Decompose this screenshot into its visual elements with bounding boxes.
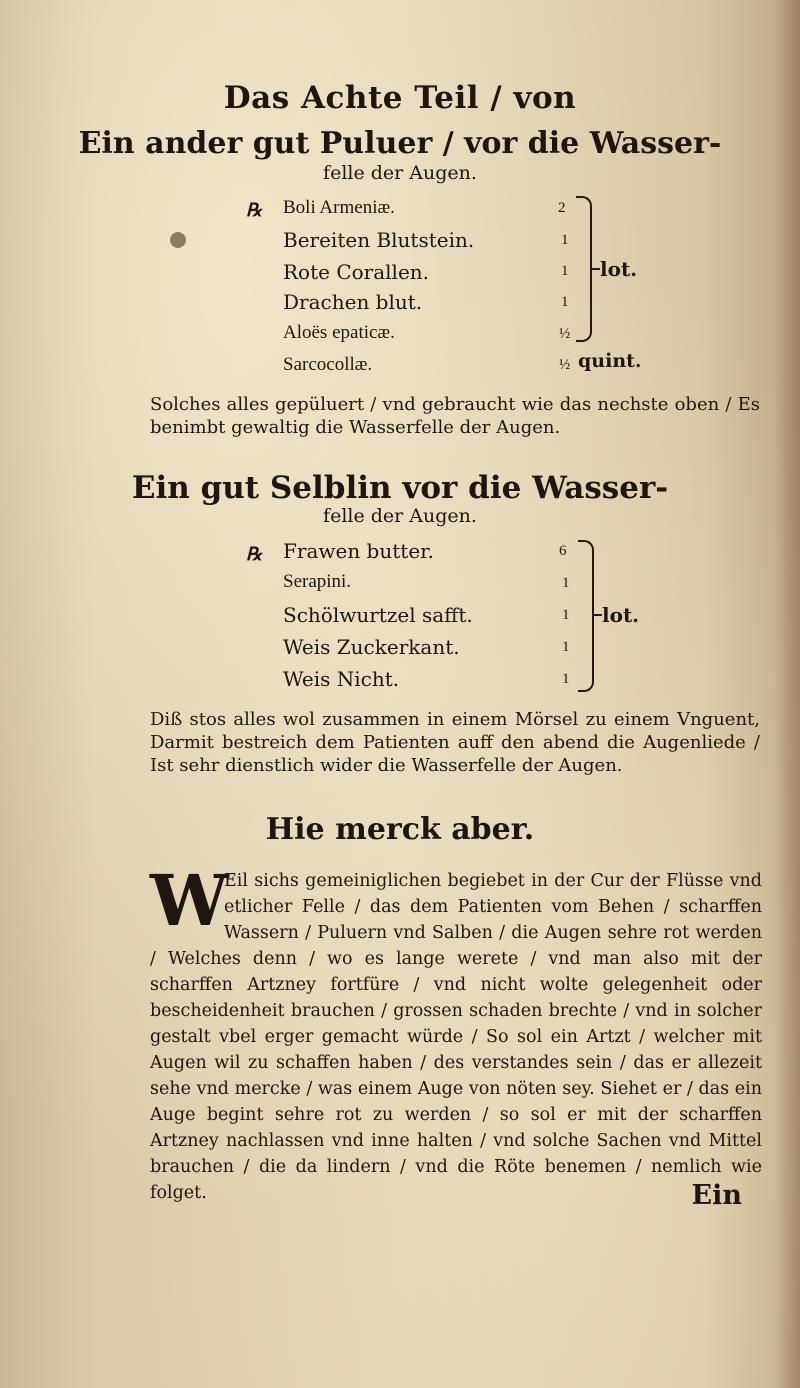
brace-point xyxy=(590,268,600,270)
ingredient-name: Sarcocollæ. xyxy=(283,354,373,375)
ingredient-name: Drachen blut. xyxy=(283,290,423,314)
ingredient-name: Bereiten Blutstein. xyxy=(283,228,475,252)
ingredient-name: Schölwurtzel safft. xyxy=(283,603,473,627)
drop-cap-initial: W xyxy=(150,859,229,942)
ingredient-quantity: ½ xyxy=(559,357,571,373)
unit-label: quint. xyxy=(578,350,642,372)
section2-subtitle: felle der Augen. xyxy=(323,505,477,527)
section1-subtitle: felle der Augen. xyxy=(323,162,477,184)
ingredient-quantity: 1 xyxy=(561,294,569,310)
recipe-symbol: ℞ xyxy=(246,200,263,221)
ingredient-quantity: 1 xyxy=(561,263,569,279)
ingredient-name: Boli Armeniæ. xyxy=(283,197,395,218)
ingredient-quantity: 1 xyxy=(562,639,570,655)
ingredient-quantity: 1 xyxy=(562,671,570,687)
paragraph: Diß stos alles wol zusammen in einem Mörsel zu einem Vnguent, Darmit bestreich dem Patienten auff den abend die Augenliede / Ist sehr dienstlich wider die Wasserfelle der Augen. xyxy=(150,709,760,776)
ingredient-name: Rote Corallen. xyxy=(283,260,430,284)
section3-title: Hie merck aber. xyxy=(265,812,535,847)
paragraph: Solches alles gepüluert / vnd gebraucht wie das nechste oben / Es benimbt gewaltig die Wasserfelle der Augen. xyxy=(150,394,760,438)
ingredient-name: Frawen butter. xyxy=(283,539,434,563)
brace-point xyxy=(592,614,602,616)
quantity-brace xyxy=(578,540,594,692)
page-edge-shadow xyxy=(774,0,800,1388)
section1-title: Ein ander gut Puluer / vor die Wasser- xyxy=(78,126,722,161)
unit-label: lot. xyxy=(600,257,638,281)
section2-title: Ein gut Selblin vor die Wasser- xyxy=(131,470,669,506)
ingredient-name: Weis Zuckerkant. xyxy=(283,635,460,659)
paragraph-text: Eil sichs gemeiniglichen begiebet in der Cur der Flüsse vnd etlicher Felle / das dem Patienten vom Behen / scharffen Wassern / Puluern vnd Salben / die Augen sehre rot werden / Welches denn / wo es lange werete / vnd man also mit der scharffen Artzney fortfüre / vnd nicht wolte gelegenheit oder bescheidenheit brauchen / grossen schaden brechte / vnd in solcher gestalt vbel erger gemacht würde / So sol ein Artzt / welcher mit Augen wil zu schaffen haben / des verstandes sein / das er allezeit sehe vnd mercke / was einem Auge von nöten sey. Siehet er / das ein Auge begint sehre rot zu werden / so sol er mit der scharffen Artzney nachlassen vnd inne halten / vnd solche Sachen vnd Mittel brauchen / die da lindern / vnd die Röte benemen / nemlich wie folget. xyxy=(150,871,762,1203)
ingredient-quantity: 1 xyxy=(561,232,569,248)
ingredient-name: Aloës epaticæ. xyxy=(283,322,395,343)
unit-label: lot. xyxy=(602,603,640,627)
recipe-symbol: ℞ xyxy=(246,544,263,565)
ingredient-name: Serapini. xyxy=(283,571,352,592)
running-header: Das Achte Teil / von xyxy=(223,80,577,116)
catchword: Ein xyxy=(691,1180,742,1211)
ink-stain xyxy=(170,232,186,248)
paragraph-with-initial xyxy=(150,859,762,1206)
ingredient-quantity: ½ xyxy=(559,326,571,342)
ingredient-quantity: 1 xyxy=(562,607,570,623)
ingredient-quantity: 2 xyxy=(558,200,566,216)
ingredient-name: Weis Nicht. xyxy=(283,667,400,691)
ingredient-quantity: 1 xyxy=(562,575,570,591)
ingredient-quantity: 6 xyxy=(559,543,567,559)
